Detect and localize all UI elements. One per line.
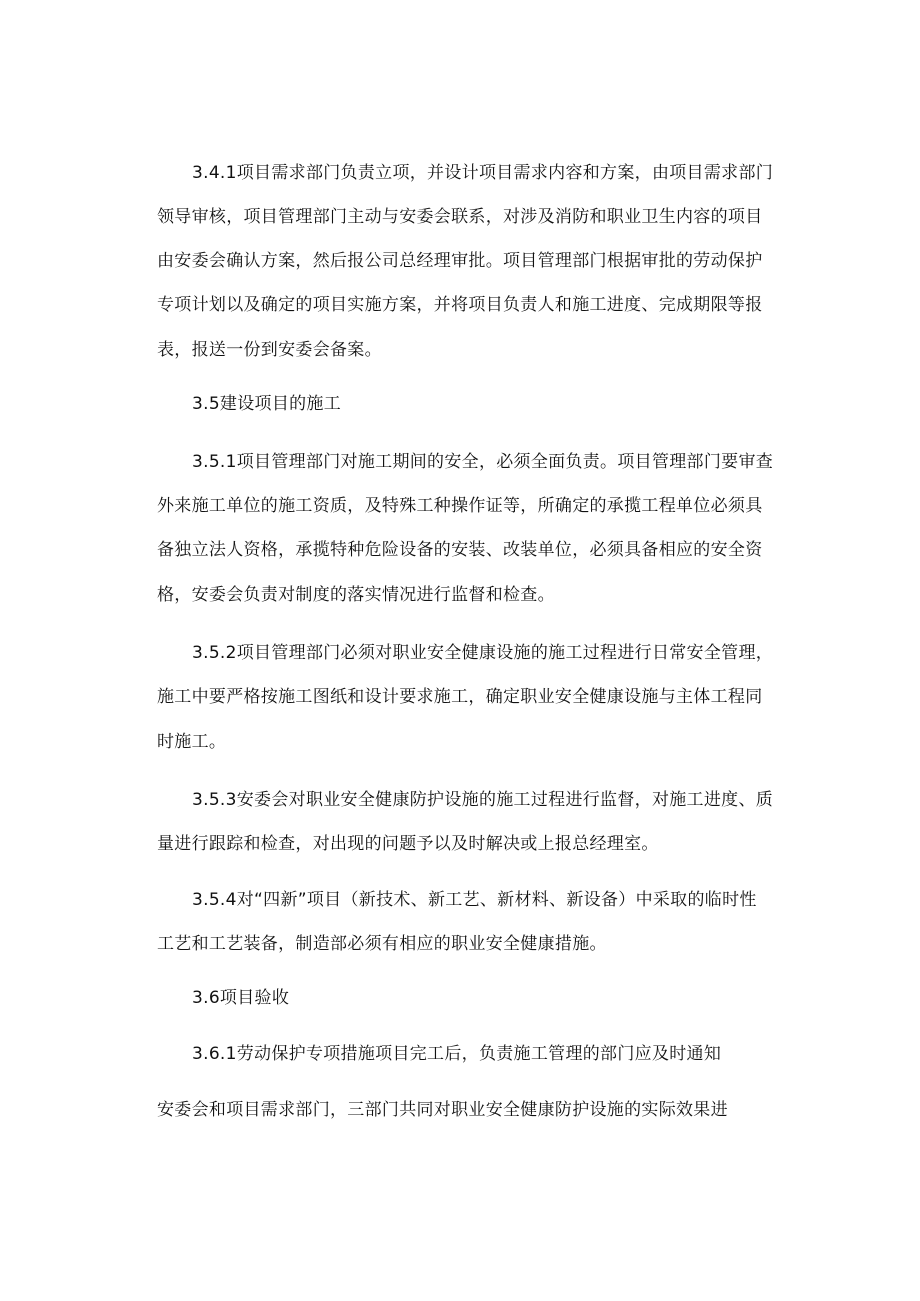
paragraph-3-6-1-line-1: 3.6.1劳动保护专项措施项目完工后，负责施工管理的部门应及时通知 [192,1044,722,1064]
paragraph-3-5-4-line-2: 工艺和工艺装备，制造部必须有相应的职业安全健康措施。 [157,934,607,954]
paragraph-3-5-2-line-1: 3.5.2项目管理部门必须对职业安全健康设施的施工过程进行日常安全管理， [192,643,774,663]
paragraph-3-5-1-line-1: 3.5.1项目管理部门对施工期间的安全，必须全面负责。项目管理部门要审查 [192,452,774,472]
paragraph-3-5-4-line-1: 3.5.4对“四新”项目（新技术、新工艺、新材料、新设备）中采取的临时性 [192,890,757,910]
paragraph-3-5-2-line-2: 施工中要严格按施工图纸和设计要求施工，确定职业安全健康设施与主体工程同 [157,687,763,707]
paragraph-3-5-2-line-3: 时施工。 [157,732,227,752]
paragraph-3-5-1-line-2: 外来施工单位的施工资质，及特殊工种操作证等，所确定的承揽工程单位必须具 [157,496,763,516]
paragraph-3-6-1-line-2: 安委会和项目需求部门，三部门共同对职业安全健康防护设施的实际效果进 [157,1100,728,1120]
paragraph-3-4-1-line-1: 3.4.1项目需求部门负责立项，并设计项目需求内容和方案，由项目需求部门 [192,163,774,183]
paragraph-3-5-3-line-2: 量进行跟踪和检查，对出现的问题予以及时解决或上报总经理室。 [157,834,659,854]
paragraph-3-4-1-line-2: 领导审核，项目管理部门主动与安委会联系，对涉及消防和职业卫生内容的项目 [157,207,763,227]
paragraph-3-4-1-line-4: 专项计划以及确定的项目实施方案，并将项目负责人和施工进度、完成期限等报 [157,295,763,315]
section-heading-3-6: 3.6项目验收 [192,988,290,1008]
paragraph-3-5-3-line-1: 3.5.3安委会对职业安全健康防护设施的施工过程进行监督，对施工进度、质 [192,790,774,810]
paragraph-3-5-1-line-4: 格，安委会负责对制度的落实情况进行监督和检查。 [157,585,555,605]
paragraph-3-5-1-line-3: 备独立法人资格，承揽特种危险设备的安装、改装单位，必须具备相应的安全资 [157,540,763,560]
paragraph-3-4-1-line-5: 表，报送一份到安委会备案。 [157,340,382,360]
paragraph-3-4-1-line-3: 由安委会确认方案，然后报公司总经理审批。项目管理部门根据审批的劳动保护 [157,251,763,271]
section-heading-3-5: 3.5建设项目的施工 [192,394,342,414]
